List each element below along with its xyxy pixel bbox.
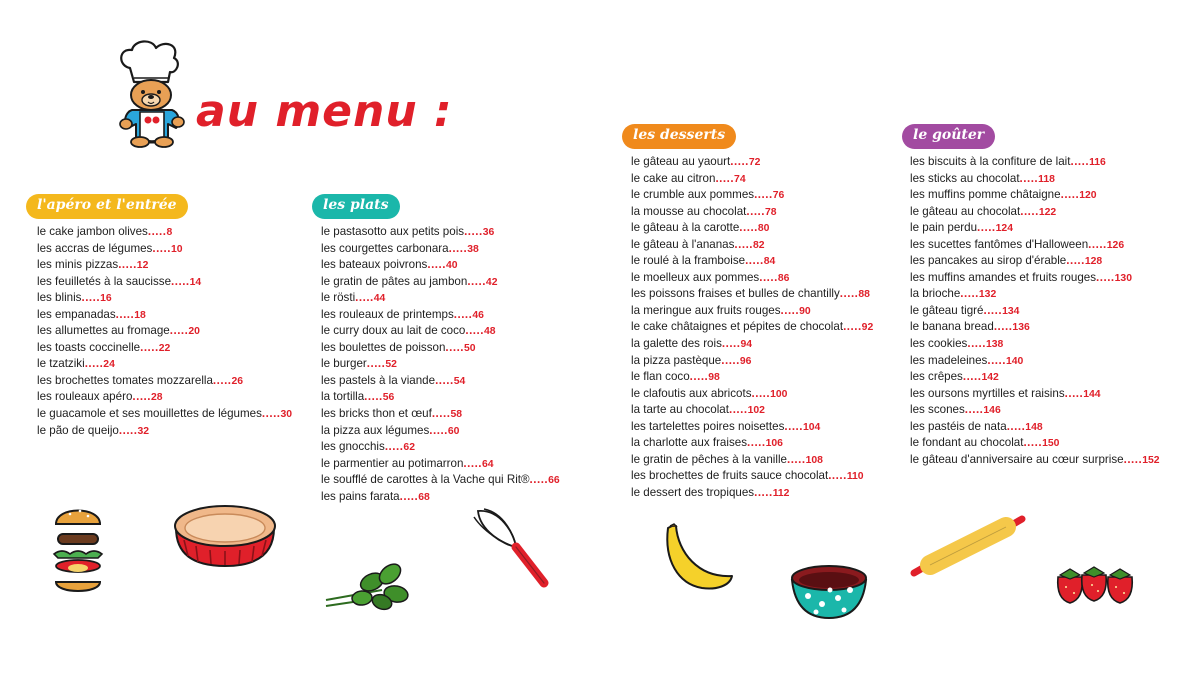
- recipe-entry: [631, 171, 873, 188]
- leader-dots: .....: [212, 373, 232, 387]
- recipe-entry: [321, 290, 560, 307]
- recipe-name: les pastéis de nata: [910, 419, 1007, 433]
- page-number: 138: [985, 339, 1004, 351]
- recipe-entry: [631, 336, 873, 353]
- page-number: 46: [472, 309, 484, 321]
- page-number: 86: [777, 272, 790, 284]
- page-number: 44: [373, 293, 386, 305]
- recipe-entry: [321, 241, 560, 258]
- recipe-list-gouter: [910, 154, 1160, 468]
- leader-dots: .....: [427, 258, 446, 272]
- recipe-entry: [37, 224, 292, 241]
- recipe-name: le cake au citron: [631, 171, 716, 185]
- recipe-entry: [631, 386, 873, 403]
- recipe-name: les bateaux poivrons: [321, 258, 428, 272]
- recipe-entry: [37, 406, 292, 423]
- page-number: 146: [983, 405, 1001, 417]
- page-number: 122: [1038, 206, 1057, 218]
- page-number: 50: [464, 342, 476, 354]
- page-number: 22: [158, 342, 171, 354]
- recipe-entry: [910, 336, 1160, 353]
- leader-dots: .....: [429, 423, 448, 437]
- recipe-name: les crêpes: [910, 370, 963, 384]
- page-number: 42: [485, 276, 498, 288]
- basil-icon: [322, 560, 414, 612]
- leader-dots: .....: [967, 337, 986, 351]
- page-number: 54: [453, 375, 466, 387]
- leader-dots: .....: [84, 357, 104, 371]
- tart-pan-icon: [170, 500, 280, 572]
- recipe-entry: [321, 257, 560, 274]
- recipe-entry: [321, 423, 560, 440]
- recipe-list-desserts: [631, 154, 873, 501]
- recipe-entry: [910, 154, 1160, 171]
- recipe-name: les boulettes de poisson: [321, 340, 446, 354]
- recipe-name: les pancakes au sirop d'érable: [910, 254, 1067, 268]
- recipe-entry: [631, 485, 873, 502]
- recipe-name: le gratin de pâtes au jambon: [321, 274, 468, 288]
- page-number: 92: [861, 322, 874, 334]
- page-number: 148: [1025, 421, 1043, 433]
- recipe-entry: [37, 274, 292, 291]
- recipe-entry: [37, 241, 292, 258]
- recipe-entry: [631, 303, 873, 320]
- page-number: 132: [978, 289, 997, 301]
- recipe-entry: [321, 406, 560, 423]
- page-number: 126: [1106, 239, 1125, 251]
- recipe-entry: [37, 290, 292, 307]
- leader-dots: .....: [366, 357, 386, 371]
- recipe-entry: [910, 386, 1160, 403]
- page-number: 26: [231, 375, 244, 387]
- page-number: 32: [137, 425, 150, 437]
- leader-dots: .....: [739, 221, 758, 235]
- page-number: 136: [1012, 322, 1030, 334]
- page-number: 152: [1142, 454, 1160, 466]
- section-badge-desserts: les desserts: [622, 124, 736, 149]
- page-number: 102: [747, 405, 765, 417]
- recipe-name: les pains farata: [321, 489, 400, 503]
- recipe-entry: [910, 220, 1160, 237]
- page-number: 128: [1084, 256, 1103, 268]
- recipe-name: le moelleux aux pommes: [631, 270, 760, 284]
- recipe-name: les scones: [910, 403, 965, 417]
- page-number: 76: [772, 190, 785, 202]
- recipe-entry: [910, 319, 1160, 336]
- recipe-name: les bricks thon et œuf: [321, 407, 432, 421]
- recipe-entry: [631, 187, 873, 204]
- recipe-name: les gnocchis: [321, 440, 385, 454]
- leader-dots: .....: [355, 291, 374, 305]
- leader-dots: .....: [1019, 171, 1039, 185]
- page-number: 56: [382, 392, 395, 404]
- leader-dots: .....: [721, 337, 741, 351]
- leader-dots: .....: [147, 225, 167, 238]
- recipe-name: les empanadas: [37, 307, 116, 321]
- recipe-entry: [37, 389, 292, 406]
- recipe-name: les madeleines: [910, 353, 988, 367]
- leader-dots: .....: [728, 403, 748, 417]
- leader-dots: .....: [463, 456, 483, 470]
- recipe-name: les oursons myrtilles et raisins: [910, 386, 1065, 400]
- recipe-entry: [37, 373, 292, 390]
- leader-dots: .....: [747, 436, 766, 450]
- recipe-entry: [910, 270, 1160, 287]
- leader-dots: .....: [987, 353, 1006, 367]
- page-number: 118: [1038, 173, 1055, 185]
- page-number: 30: [280, 409, 293, 421]
- page-number: 40: [445, 260, 458, 272]
- recipe-entry: [321, 274, 560, 291]
- recipe-name: les cookies: [910, 337, 968, 351]
- leader-dots: .....: [1064, 386, 1084, 400]
- recipe-entry: [910, 369, 1160, 386]
- recipe-entry: [910, 353, 1160, 370]
- recipe-name: la tarte au chocolat: [631, 403, 729, 417]
- leader-dots: .....: [1123, 452, 1143, 466]
- leader-dots: .....: [746, 204, 765, 218]
- leader-dots: .....: [1088, 237, 1107, 251]
- leader-dots: .....: [81, 291, 101, 305]
- recipe-entry: [631, 369, 873, 386]
- page-number: 134: [1002, 305, 1020, 317]
- leader-dots: .....: [465, 324, 484, 338]
- section-badge-plats: les plats: [312, 194, 400, 219]
- recipe-entry: [321, 323, 560, 340]
- rolling-pin-icon: [908, 515, 1028, 579]
- recipe-name: les rouleaux apéro: [37, 390, 133, 404]
- recipe-name: le banana bread: [910, 320, 994, 334]
- page-number: 100: [770, 388, 788, 400]
- leader-dots: .....: [399, 489, 419, 503]
- page-number: 90: [799, 305, 811, 317]
- recipe-entry: [631, 286, 873, 303]
- recipe-name: la brioche: [910, 287, 961, 301]
- leader-dots: .....: [1096, 270, 1115, 284]
- section-badge-aperitif: l'apéro et l'entrée: [26, 194, 188, 219]
- page-number: 150: [1042, 438, 1060, 450]
- recipe-name: le gâteau au chocolat: [910, 204, 1021, 218]
- recipe-name: les feuilletés à la saucisse: [37, 274, 172, 288]
- page-number: 96: [739, 355, 752, 367]
- recipe-entry: [910, 204, 1160, 221]
- recipe-name: le crumble aux pommes: [631, 188, 755, 202]
- recipe-name: le curry doux au lait de coco: [321, 324, 466, 338]
- page-number: 60: [447, 425, 460, 437]
- leader-dots: .....: [754, 188, 773, 202]
- leader-dots: .....: [169, 324, 189, 338]
- leader-dots: .....: [721, 353, 740, 367]
- recipe-entry: [37, 257, 292, 274]
- recipe-entry: [321, 389, 560, 406]
- recipe-name: les pastels à la viande: [321, 373, 436, 387]
- recipe-entry: [631, 237, 873, 254]
- page-number: 52: [385, 359, 397, 371]
- recipe-entry: [910, 253, 1160, 270]
- leader-dots: .....: [261, 407, 281, 421]
- page-number: 88: [858, 289, 870, 301]
- page-number: 48: [483, 326, 496, 338]
- recipe-name: les tartelettes poires noisettes: [631, 419, 785, 433]
- leader-dots: .....: [1023, 436, 1043, 450]
- recipe-entry: [631, 419, 873, 436]
- leader-dots: .....: [780, 303, 800, 317]
- leader-dots: .....: [171, 274, 190, 288]
- leader-dots: .....: [364, 390, 383, 404]
- recipe-name: les sucettes fantômes d'Halloween: [910, 237, 1089, 251]
- recipe-name: les sticks au chocolat: [910, 171, 1020, 185]
- recipe-entry: [631, 452, 873, 469]
- page-number: 12: [136, 260, 149, 272]
- page-number: 120: [1079, 190, 1097, 202]
- recipe-name: le roulé à la framboise: [631, 254, 746, 268]
- recipe-name: le pain perdu: [910, 221, 978, 235]
- page-number: 28: [151, 392, 163, 404]
- recipe-name: les rouleaux de printemps: [321, 307, 454, 321]
- recipe-entry: [631, 402, 873, 419]
- page-number: 144: [1083, 388, 1101, 400]
- leader-dots: .....: [960, 287, 979, 301]
- recipe-name: le burger: [321, 357, 367, 371]
- recipe-entry: [321, 439, 560, 456]
- leader-dots: .....: [118, 423, 138, 437]
- page-number: 64: [482, 458, 494, 470]
- recipe-name: la pizza aux légumes: [321, 423, 430, 437]
- recipe-name: le gâteau d'anniversaire au cœur surprise: [910, 452, 1124, 466]
- leader-dots: .....: [734, 237, 754, 251]
- recipe-name: les brochettes tomates mozzarella: [37, 373, 213, 387]
- chef-bear-icon: [112, 38, 192, 150]
- page-number: 140: [1005, 355, 1024, 367]
- page-number: 38: [467, 243, 479, 255]
- recipe-entry: [631, 468, 873, 485]
- leader-dots: .....: [983, 303, 1003, 317]
- recipe-entry: [631, 154, 873, 171]
- recipe-entry: [37, 307, 292, 324]
- leader-dots: .....: [464, 225, 483, 238]
- recipe-entry: [910, 171, 1160, 188]
- page-number: 108: [805, 454, 823, 466]
- recipe-entry: [321, 472, 560, 489]
- recipe-entry: [631, 270, 873, 287]
- burger-icon: [48, 500, 108, 604]
- recipe-name: la meringue aux fruits rouges: [631, 303, 781, 317]
- page-number: 84: [763, 256, 776, 268]
- leader-dots: .....: [445, 340, 465, 354]
- page-number: 16: [100, 293, 112, 305]
- recipe-entry: [37, 340, 292, 357]
- page-number: 116: [1089, 157, 1106, 168]
- leader-dots: .....: [964, 403, 984, 417]
- leader-dots: .....: [786, 452, 806, 466]
- page-number: 104: [802, 421, 821, 433]
- page-number: 14: [189, 276, 202, 288]
- page-number: 82: [753, 239, 765, 251]
- recipe-name: la galette des rois: [631, 337, 722, 351]
- recipe-entry: [631, 435, 873, 452]
- page-number: 124: [995, 223, 1013, 235]
- recipe-name: le gratin de pêches à la vanille: [631, 452, 787, 466]
- page-number: 8: [166, 227, 173, 238]
- leader-dots: .....: [1070, 155, 1090, 168]
- page-number: 62: [403, 442, 415, 454]
- page-number: 68: [418, 491, 430, 503]
- recipe-name: les poissons fraises et bulles de chantilly: [631, 287, 840, 301]
- recipe-entry: [321, 489, 560, 506]
- recipe-name: le clafoutis aux abricots: [631, 386, 752, 400]
- recipe-name: le soufflé de carottes à la Vache qui Rit®: [321, 473, 530, 487]
- recipe-name: le cake jambon olives: [37, 225, 148, 238]
- strawberries-icon: [1052, 563, 1138, 605]
- recipe-name: le gâteau tigré: [910, 303, 984, 317]
- leader-dots: .....: [977, 221, 996, 235]
- recipe-entry: [321, 340, 560, 357]
- leader-dots: .....: [730, 155, 749, 168]
- page-number: 112: [772, 487, 790, 499]
- recipe-entry: [321, 356, 560, 373]
- page-number: 110: [846, 471, 864, 483]
- leader-dots: .....: [689, 370, 709, 384]
- leader-dots: .....: [754, 485, 773, 499]
- leader-dots: .....: [993, 320, 1013, 334]
- recipe-name: le pão de queijo: [37, 423, 119, 437]
- recipe-entry: [910, 237, 1160, 254]
- page-number: 94: [740, 339, 753, 351]
- recipe-name: la mousse au chocolat: [631, 204, 747, 218]
- recipe-name: les muffins amandes et fruits rouges: [910, 270, 1097, 284]
- recipe-entry: [37, 423, 292, 440]
- leader-dots: .....: [1006, 419, 1026, 433]
- recipe-name: le tzatziki: [37, 357, 85, 371]
- recipe-name: la pizza pastèque: [631, 353, 722, 367]
- page-number: 24: [103, 359, 115, 371]
- page-number: 98: [708, 372, 720, 384]
- recipe-entry: [910, 187, 1160, 204]
- page-number: 72: [748, 157, 761, 168]
- recipe-entry: [910, 286, 1160, 303]
- recipe-entry: [321, 307, 560, 324]
- leader-dots: .....: [1060, 188, 1080, 202]
- recipe-name: les accras de légumes: [37, 241, 153, 255]
- recipe-name: les courgettes carbonara: [321, 241, 449, 255]
- leader-dots: .....: [839, 287, 859, 301]
- leader-dots: .....: [843, 320, 862, 334]
- recipe-list-aperitif: [37, 224, 292, 439]
- page-number: 130: [1114, 272, 1132, 284]
- leader-dots: .....: [715, 171, 735, 185]
- recipe-name: les muffins pomme châtaigne: [910, 188, 1061, 202]
- page-number: 106: [765, 438, 783, 450]
- recipe-list-plats: [321, 224, 560, 505]
- recipe-name: les brochettes de fruits sauce chocolat: [631, 469, 829, 483]
- section-badge-gouter: le goûter: [902, 124, 995, 149]
- page-number: 20: [188, 326, 200, 338]
- page-number: 142: [981, 372, 999, 384]
- recipe-name: le cake châtaignes et pépites de chocolat: [631, 320, 844, 334]
- leader-dots: .....: [784, 419, 803, 433]
- page-title: au menu :: [196, 86, 453, 137]
- page-number: 10: [170, 243, 183, 255]
- recipe-name: les minis pizzas: [37, 258, 119, 272]
- leader-dots: .....: [828, 469, 847, 483]
- recipe-entry: [631, 204, 873, 221]
- recipe-entry: [631, 220, 873, 237]
- recipe-name: les toasts coccinelle: [37, 340, 141, 354]
- recipe-name: le fondant au chocolat: [910, 436, 1024, 450]
- recipe-name: le dessert des tropiques: [631, 485, 755, 499]
- recipe-entry: [910, 419, 1160, 436]
- leader-dots: .....: [1066, 254, 1085, 268]
- recipe-name: le gâteau à l'ananas: [631, 237, 735, 251]
- leader-dots: .....: [448, 241, 468, 255]
- recipe-name: le rösti: [321, 291, 356, 305]
- recipe-name: le gâteau à la carotte: [631, 221, 740, 235]
- recipe-entry: [631, 319, 873, 336]
- leader-dots: .....: [467, 274, 486, 288]
- recipe-entry: [910, 435, 1160, 452]
- leader-dots: .....: [384, 440, 404, 454]
- recipe-entry: [631, 353, 873, 370]
- recipe-entry: [321, 456, 560, 473]
- leader-dots: .....: [132, 390, 151, 404]
- leader-dots: .....: [140, 340, 159, 354]
- recipe-name: le gâteau au yaourt: [631, 155, 731, 168]
- recipe-entry: [910, 303, 1160, 320]
- banana-icon: [658, 522, 738, 592]
- recipe-name: le pastasotto aux petits pois: [321, 225, 465, 238]
- recipe-entry: [910, 452, 1160, 469]
- recipe-name: les biscuits à la confiture de lait: [910, 155, 1071, 168]
- leader-dots: .....: [1020, 204, 1039, 218]
- page-number: 78: [764, 206, 777, 218]
- recipe-entry: [37, 323, 292, 340]
- leader-dots: .....: [529, 473, 549, 487]
- leader-dots: .....: [431, 407, 451, 421]
- leader-dots: .....: [435, 373, 454, 387]
- leader-dots: .....: [115, 307, 135, 321]
- whisk-icon: [470, 505, 554, 591]
- leader-dots: .....: [745, 254, 764, 268]
- leader-dots: .....: [453, 307, 473, 321]
- recipe-name: le flan coco: [631, 370, 690, 384]
- recipe-entry: [37, 356, 292, 373]
- recipe-entry: [321, 373, 560, 390]
- page-number: 80: [757, 223, 770, 235]
- recipe-entry: [631, 253, 873, 270]
- page-number: 18: [134, 309, 146, 321]
- leader-dots: .....: [152, 241, 171, 255]
- recipe-name: les blinis: [37, 291, 82, 305]
- recipe-name: le parmentier au potimarron: [321, 456, 464, 470]
- recipe-name: la charlotte aux fraises: [631, 436, 747, 450]
- leader-dots: .....: [751, 386, 771, 400]
- leader-dots: .....: [962, 370, 982, 384]
- leader-dots: .....: [118, 258, 137, 272]
- leader-dots: .....: [759, 270, 778, 284]
- recipe-entry: [321, 224, 560, 241]
- page-number: 58: [450, 409, 462, 421]
- recipe-name: les allumettes au fromage: [37, 324, 170, 338]
- recipe-entry: [910, 402, 1160, 419]
- page-number: 36: [482, 227, 495, 238]
- page-number: 74: [734, 173, 746, 185]
- bowl-icon: [788, 560, 870, 622]
- recipe-name: le guacamole et ses mouillettes de légumes: [37, 407, 262, 421]
- page-number: 66: [548, 475, 560, 487]
- recipe-name: la tortilla: [321, 390, 365, 404]
